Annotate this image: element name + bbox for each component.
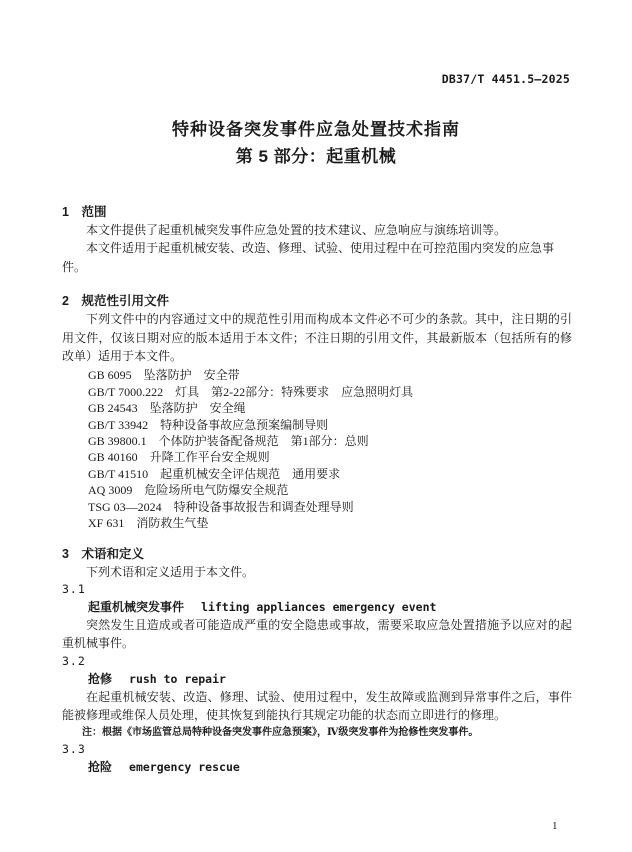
reference-item-10: XF 631 消防救生气垫 [88, 516, 209, 531]
page-number: 1 [552, 820, 558, 832]
reference-item-7: GB/T 41510 起重机械安全评估规范 通用要求 [88, 466, 341, 481]
reference-item-3: GB 24543 坠落防护 安全绳 [88, 401, 246, 416]
term-3-1-zh: 起重机械突发事件 [88, 599, 185, 614]
clause-number-3-1: 3.1 [62, 581, 86, 596]
document-body [62, 196, 572, 776]
reference-list [62, 367, 572, 531]
reference-item-9: TSG 03—2024 特种设备事故报告和调查处理导则 [88, 499, 354, 514]
term-3-2 [62, 670, 572, 688]
term-3-1-definition: 突然发生且造成或者可能造成严重的安全隐患或事故，需要采取应急处置措施予以应对的起重机械事件。 [62, 617, 572, 651]
clause-number-3-2: 3.2 [62, 653, 86, 668]
reference-item-2: GB/T 7000.222 灯具 第2-22部分：特殊要求 应急照明灯具 [88, 384, 414, 399]
term-3-3-en: emergency rescue [129, 759, 240, 774]
section-2-heading: 2 规范性引用文件 [62, 294, 169, 309]
section-1-paragraph-2: 本文件适用于起重机械安装、改造、修理、试验、使用过程中在可控范围内突发的应急事件。 [62, 241, 555, 274]
term-3-2-note: 注：根据《市场监管总局特种设备突发事件应急预案》，Ⅳ级突发事件为抢修性突发事件。 [82, 726, 479, 738]
reference-item-4: GB/T 33942 特种设备事故应急预案编制导则 [88, 417, 329, 432]
term-3-1 [62, 598, 572, 616]
term-3-2-en: rush to repair [129, 671, 226, 686]
header-doc-code: DB37/T 4451.5—2025 [441, 72, 570, 86]
title-line-2: 第 5 部分：起重机械 [235, 147, 397, 166]
reference-item-5: GB 39800.1 个体防护装备配备规范 第1部分：总则 [88, 434, 369, 449]
reference-item-6: GB 40160 升降工作平台安全规则 [88, 450, 270, 465]
section-3-heading: 3 术语和定义 [62, 546, 144, 561]
document-title [0, 116, 632, 170]
section-1-paragraph-1: 本文件提供了起重机械突发事件应急处置的技术建议、应急响应与演练培训等。 [86, 223, 507, 237]
section-1-heading: 1 范围 [62, 205, 107, 219]
term-3-3-zh: 抢险 [88, 759, 113, 774]
title-line-1: 特种设备突发事件应急处置技术指南 [172, 120, 460, 139]
section-2-intro: 下列文件中的内容通过文中的规范性引用而构成本文件必不可少的条款。其中，注日期的引用文件，仅该日期对应的版本适用于本文件；不注日期的引用文件，其最新版本（包括所有的修改单）适用于本文件。 [62, 312, 572, 364]
term-3-1-en: lifting appliances emergency event [201, 599, 437, 614]
term-3-3 [62, 758, 572, 776]
reference-item-1: GB 6095 坠落防护 安全带 [88, 368, 240, 383]
section-3-intro: 下列术语和定义适用于本文件。 [86, 564, 255, 579]
reference-item-8: AQ 3009 危险场所电气防爆安全规范 [88, 483, 289, 498]
term-3-2-zh: 抢修 [88, 671, 113, 686]
term-3-2-definition: 在起重机械安装、改造、修理、试验、使用过程中，发生故障或监测到异常事件之后，事件能被修理或维保人员处理，使其恢复到能执行其规定功能的状态而立即进行的修理。 [62, 689, 572, 723]
clause-number-3-3: 3.3 [62, 741, 86, 756]
